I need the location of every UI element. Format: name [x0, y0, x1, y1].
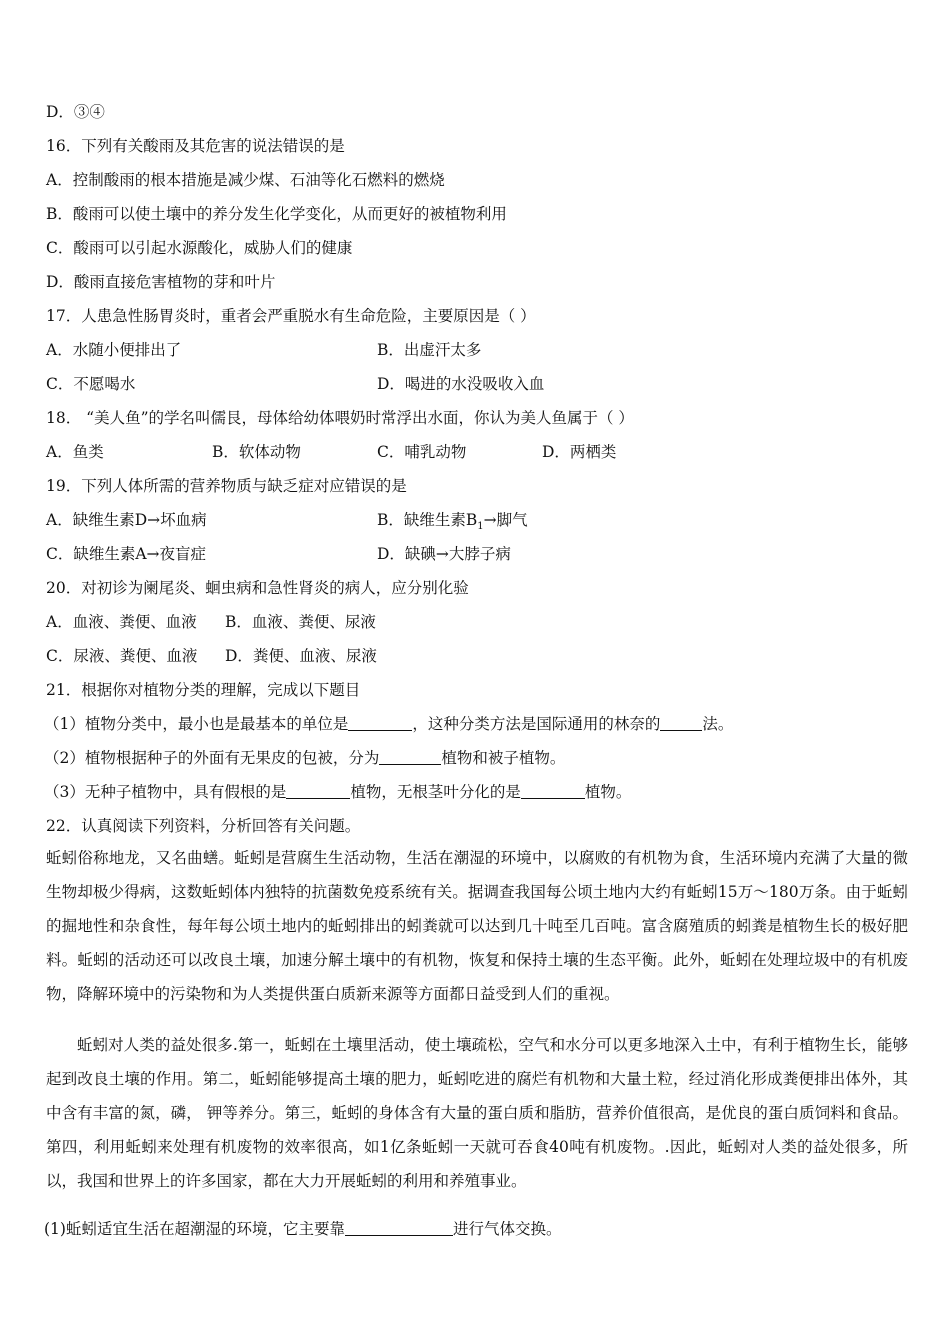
q19-option-b-text: B．缺维生素B: [377, 511, 478, 529]
q16-option-b: B．酸雨可以使土壤中的养分发生化学变化，从而更好的被植物利用: [46, 205, 507, 223]
q22-s1-blank[interactable]: [345, 1221, 453, 1236]
q19-option-c: C．缺维生素A→夜盲症: [46, 545, 207, 563]
q21-p1-text-b: ，这种分类方法是国际通用的林奈的: [412, 715, 661, 733]
q21-p1-blank-2[interactable]: [660, 716, 702, 731]
q20-option-d: D．粪便、血液、尿液: [225, 647, 377, 665]
q19-option-b-tail: →脚气: [483, 511, 528, 529]
q18-option-d: D．两栖类: [542, 443, 617, 461]
q21-part-3: [44, 782, 631, 802]
q19-option-d: D．缺碘→大脖子病: [377, 545, 511, 563]
q16-stem: 16．下列有关酸雨及其危害的说法错误的是: [46, 137, 345, 155]
q21-p1-text-a: （1）植物分类中，最小也是最基本的单位是: [44, 715, 349, 733]
q22-stem: 22．认真阅读下列资料，分析回答有关问题。: [46, 817, 361, 835]
q21-p3-blank-1[interactable]: [286, 784, 350, 799]
q21-part-1: [44, 714, 733, 734]
q17-option-b: B．出虚汗太多: [377, 341, 482, 359]
q16-option-a: A．控制酸雨的根本措施是减少煤、石油等化石燃料的燃烧: [46, 171, 445, 189]
q20-option-b: B．血液、粪便、尿液: [225, 613, 376, 631]
q21-p2-blank[interactable]: [379, 750, 441, 765]
q22-passage-para-1: 蚯蚓俗称地龙，又名曲蟮。蚯蚓是营腐生生活动物，生活在潮湿的环境中，以腐败的有机物为食，生活环境内充满了大量的微生物却极少得病，这数蚯蚓体内独特的抗菌数免疫系统有关。据调查我国每公顷土地内大约有蚯蚓15万～180万条。由于蚯蚓的掘地性和杂食性，每年每公顷土地内的蚯蚓排出的蚓粪就可以达到几十吨至几百吨。富含腐殖质的蚓粪是植物生长的极好肥料。蚯蚓的活动还可以改良土壤，加速分解土壤中的有机物，恢复和保持土壤的生态平衡。此外，蚯蚓在处理垃圾中的有机废物，降解环境中的污染物和为人类提供蛋白质新来源等方面都日益受到人们的重视。: [46, 849, 908, 1003]
q15-option-d: D．③④: [46, 103, 105, 121]
q18-option-b: B．软体动物: [212, 443, 301, 461]
q17-option-a: A．水随小便排出了: [46, 341, 182, 359]
q21-p3-text-a: （3）无种子植物中，具有假根的是: [44, 783, 287, 801]
q17-option-d: D．喝进的水没吸收入血: [377, 375, 545, 393]
q17-option-c: C．不愿喝水: [46, 375, 136, 393]
q19-stem: 19．下列人体所需的营养物质与缺乏症对应错误的是: [46, 477, 407, 495]
q22-passage-para-2: 蚯蚓对人类的益处很多.第一，蚯蚓在土壤里活动，使土壤疏松，空气和水分可以更多地深入土中，有利于植物生长，能够起到改良土壤的作用。第二，蚯蚓能够提高土壤的肥力，蚯蚓吃进的腐烂有机物和大量土粒，经过消化形成粪便排出体外，其中含有丰富的氮，磷， 钾等养分。第三，蚯蚓的身体含有大量的蛋白质和脂肪，营养价值很高，是优良的蛋白质饲料和食品。第四，利用蚯蚓来处理有机废物的效率很高，如1亿条蚯蚓一天就可吞食40吨有机废物。.因此，蚯蚓对人类的益处很多，所以，我国和世界上的许多国家，都在大力开展蚯蚓的利用和养殖事业。: [46, 1036, 908, 1190]
q18-option-a: A．鱼类: [46, 443, 104, 461]
q21-p1-text-c: 法。: [702, 715, 734, 733]
q22-subquestion-1: [44, 1219, 561, 1239]
q22-s1-text-a: (1)蚯蚓适宜生活在超潮湿的环境，它主要靠: [44, 1220, 345, 1238]
q20-option-c: C．尿液、粪便、血液: [46, 647, 198, 665]
q20-option-a: A．血液、粪便、血液: [46, 613, 197, 631]
q21-p3-blank-2[interactable]: [521, 784, 585, 799]
q21-p3-text-b: 植物，无根茎叶分化的是: [350, 783, 521, 801]
q19-option-a: A．缺维生素D→坏血病: [46, 511, 207, 529]
q17-stem: 17．人患急性肠胃炎时，重者会严重脱水有生命危险，主要原因是（ ）: [46, 307, 536, 325]
q16-option-c: C．酸雨可以引起水源酸化，威胁人们的健康: [46, 239, 353, 257]
q21-p2-text-a: （2）植物根据种子的外面有无果皮的包被，分为: [44, 749, 380, 767]
q19-option-b-subscript: 1: [477, 521, 484, 533]
q21-part-2: [44, 748, 565, 768]
q21-p3-text-c: 植物。: [584, 783, 632, 801]
q21-p2-text-b: 植物和被子植物。: [441, 749, 566, 767]
q18-option-c: C．哺乳动物: [377, 443, 467, 461]
q19-option-b: [377, 510, 528, 537]
q22-s1-text-b: 进行气体交换。: [452, 1220, 562, 1238]
q21-stem: 21．根据你对植物分类的理解，完成以下题目: [46, 681, 361, 699]
q20-stem: 20．对初诊为阑尾炎、蛔虫病和急性肾炎的病人，应分别化验: [46, 579, 469, 597]
q18-stem: 18． “美人鱼”的学名叫儒艮，母体给幼体喂奶时常浮出水面，你认为美人鱼属于（ ）: [46, 409, 634, 427]
q21-p1-blank-1[interactable]: [348, 716, 412, 731]
q16-option-d: D．酸雨直接危害植物的芽和叶片: [46, 273, 276, 291]
